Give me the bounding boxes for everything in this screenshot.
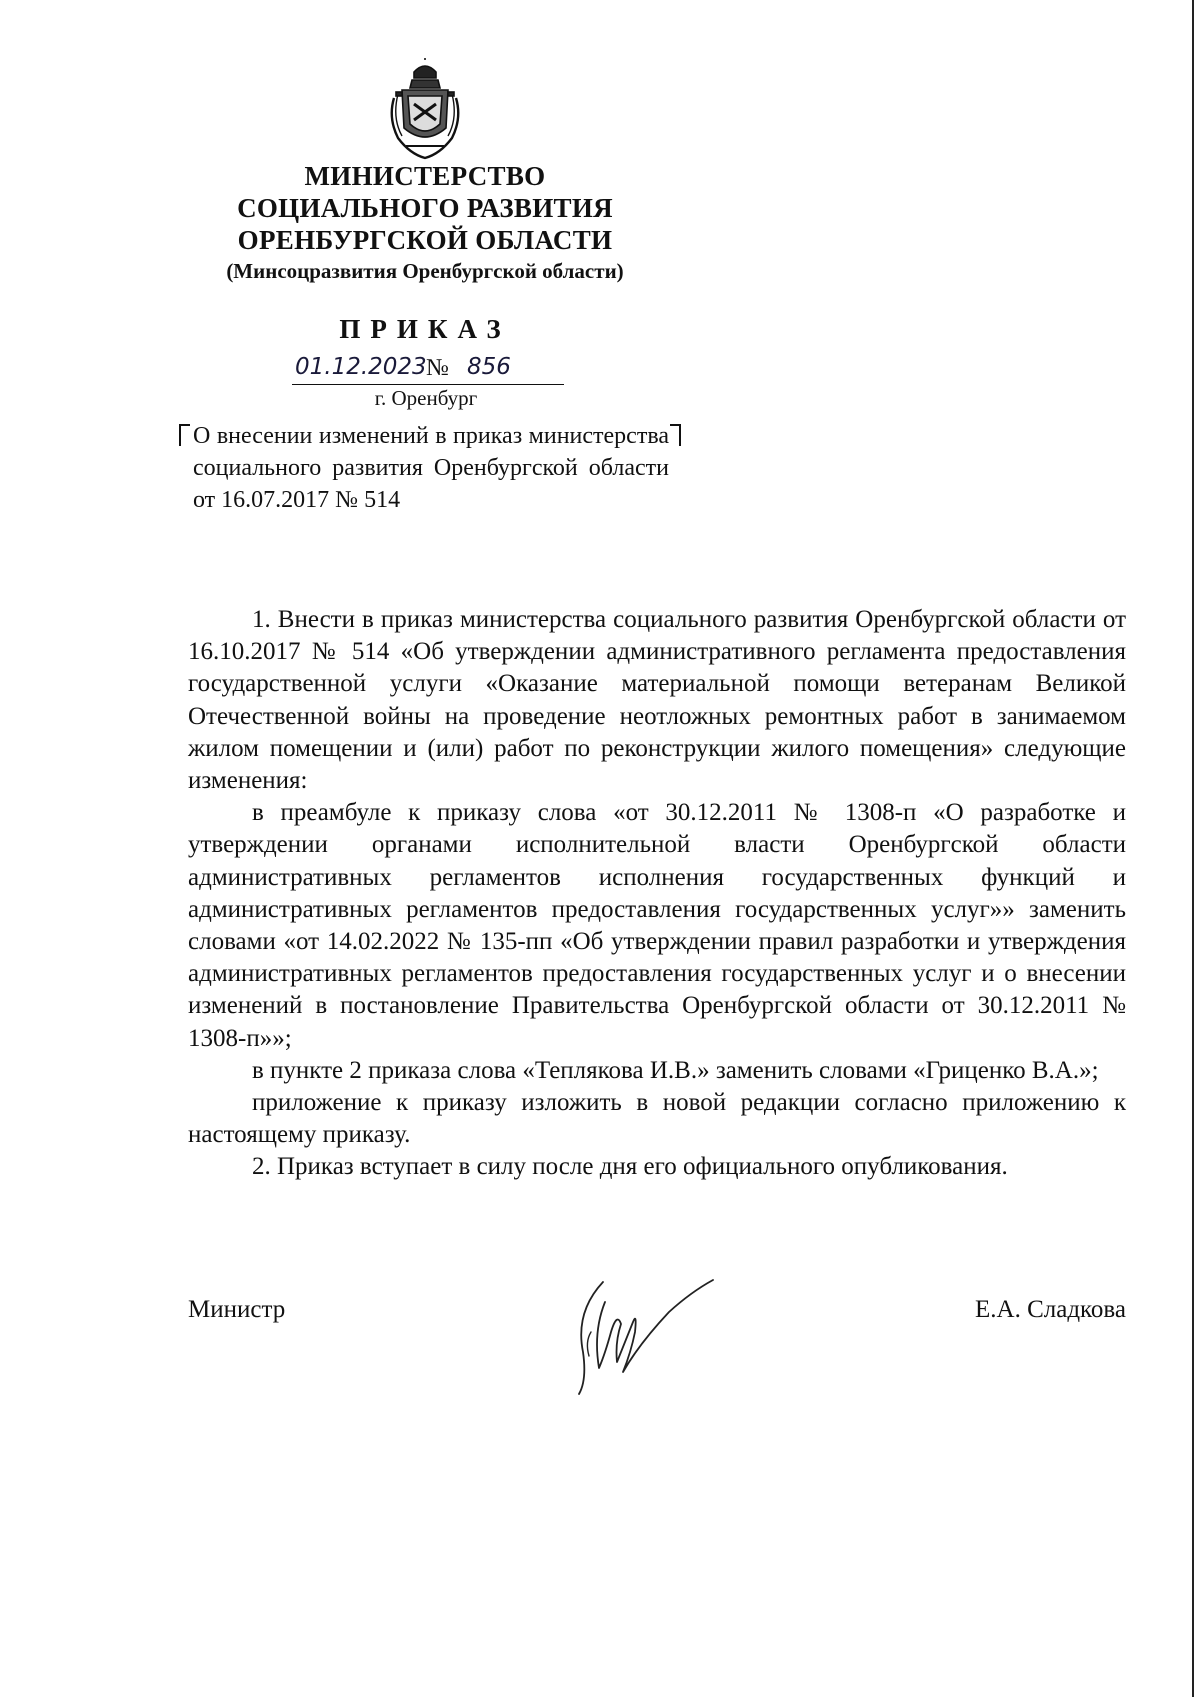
paragraph-1: 1. Внести в приказ министерства социального развития Оренбургской области от 16.10.2017 № 514 «Об утверждении административного регламента предоставления государственной услуги «Оказание материальной помощи ветеранам Великой Отечественной войны на проведение неотложных ремонтных работ в занимаемом жилом помещении и (или) работ по реконструкции жилого помещения» следующие изменения: [188, 606, 1126, 795]
ministry-name-line-1: МИНИСТЕРСТВО [304, 161, 546, 191]
signatory-role: Министр [188, 1296, 286, 1323]
order-number: 856 [467, 354, 511, 380]
paragraph-3: в пункте 2 приказа слова «Теплякова И.В.» заменить словами «Гриценко В.А.»; [252, 1056, 1099, 1084]
paragraph-4: приложение к приказу изложить в новой редакции согласно приложению к настоящему приказу. [188, 1089, 1126, 1149]
subject-bracket-right [670, 424, 681, 446]
signatory-name: Е.А. Сладкова [975, 1296, 1126, 1323]
ministry-name-line-3: ОРЕНБУРГСКОЙ ОБЛАСТИ [237, 225, 613, 255]
order-city: г. Оренбург [374, 386, 478, 410]
handwritten-signature [565, 1272, 725, 1397]
scan-edge-line [1192, 0, 1194, 1697]
coat-of-arms-emblem [384, 58, 466, 162]
ministry-name-line-2: СОЦИАЛЬНОГО РАЗВИТИЯ [237, 193, 613, 223]
order-title: ПРИКАЗ [339, 314, 511, 344]
ministry-short-name: (Минсоцразвития Оренбургской области) [226, 259, 624, 283]
paragraph-5: 2. Приказ вступает в силу после дня его официального опубликования. [252, 1153, 1008, 1181]
order-date-number-line [292, 352, 564, 385]
order-subject [193, 420, 669, 516]
order-body [188, 604, 1126, 1184]
subject-bracket-left [179, 424, 190, 446]
paragraph-2: в преамбуле к приказу слова «от 30.12.2011 № 1308-п «О разработке и утверждении органами исполнительной власти Оренбургской области административных регламентов исполнения государственных функций и административных регламентов предоставления государственных услуг»» заменить словами «от 14.02.2022 № 135-пп «Об утверждении правил разработки и утверждения административных регламентов предоставления государственных услуг и о внесении изменений в постановление Правительства Оренбургской области от 30.12.2011 № 1308-п»»; [188, 799, 1126, 1052]
subject-text: О внесении изменений в приказ министерства социального развития Оренбургской области от 16.07.2017 № 514 [193, 423, 669, 513]
ministry-header [190, 160, 660, 286]
number-sign: № [426, 355, 449, 381]
order-date: 01.12.2023 [295, 354, 427, 380]
